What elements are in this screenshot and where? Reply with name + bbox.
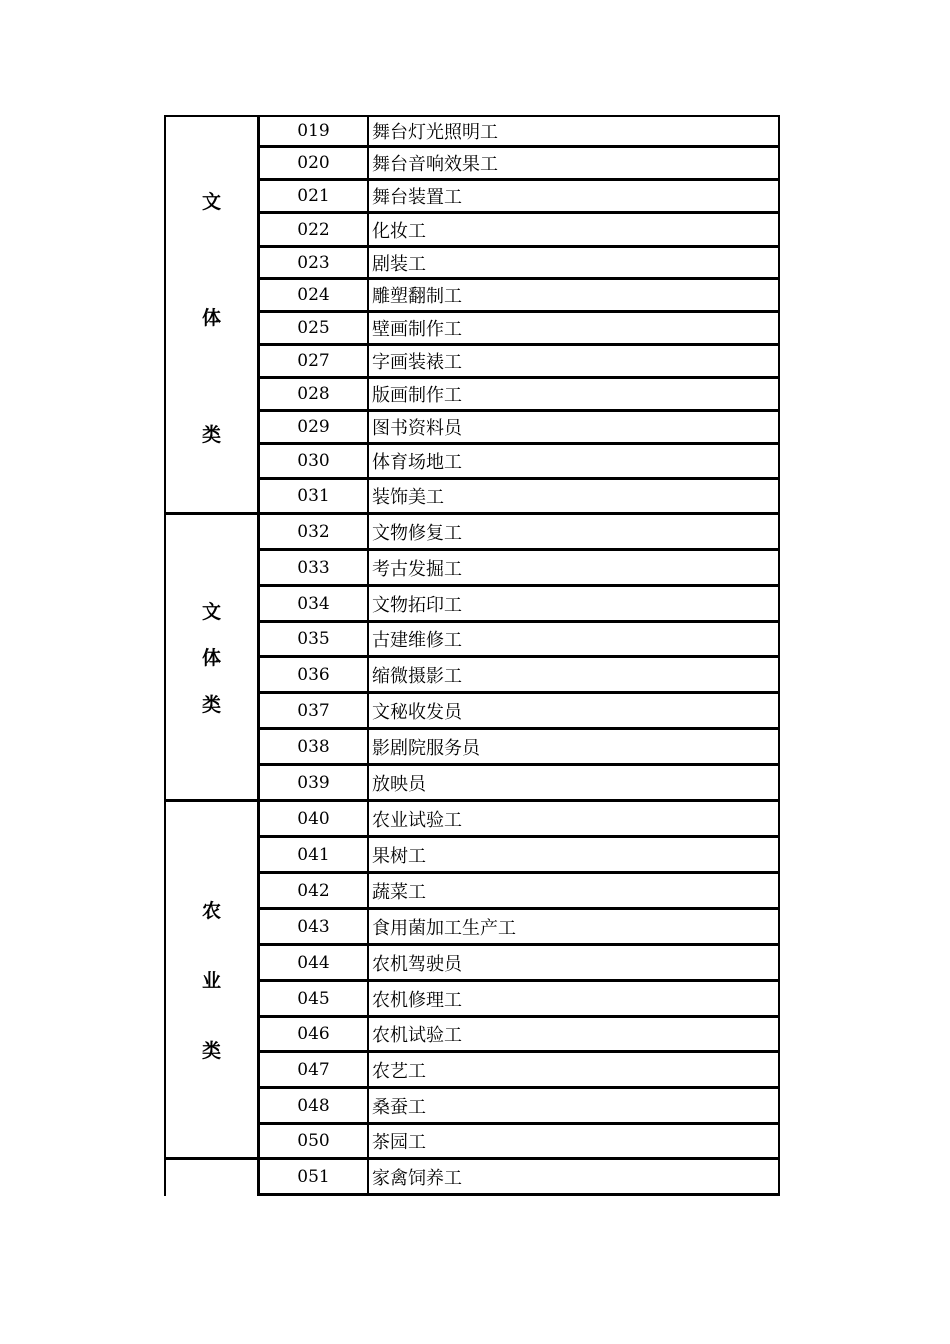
occupation-code: 020 — [260, 148, 369, 178]
occupation-code: 031 — [260, 480, 369, 512]
occupation-code: 036 — [260, 658, 369, 691]
occupation-name: 字画装裱工 — [372, 352, 462, 373]
occupation-code: 019 — [260, 117, 369, 145]
occupation-code: 030 — [260, 445, 369, 477]
occupation-name: 家禽饲养工 — [372, 1167, 462, 1189]
occupation-code: 034 — [260, 587, 369, 620]
table-row — [258, 214, 780, 248]
occupation-name: 茶园工 — [372, 1132, 426, 1153]
category-label-char: 体 — [201, 647, 221, 669]
occupation-code: 032 — [260, 515, 369, 548]
occupation-code: 047 — [260, 1053, 369, 1086]
occupation-code: 045 — [260, 982, 369, 1015]
occupation-code: 042 — [260, 874, 369, 907]
occupation-name: 壁画制作工 — [372, 319, 462, 340]
occupation-code: 043 — [260, 910, 369, 943]
occupation-name: 农机驾驶员 — [372, 953, 462, 975]
occupation-name: 农机修理工 — [372, 989, 462, 1011]
occupation-name: 农业试验工 — [372, 809, 462, 831]
occupation-name: 缩微摄影工 — [372, 665, 462, 687]
table-row — [258, 766, 780, 802]
category-cell — [164, 115, 259, 515]
table-row — [258, 982, 780, 1018]
table-row — [258, 658, 780, 694]
occupation-code: 035 — [260, 623, 369, 655]
occupation-code: 027 — [260, 346, 369, 376]
occupation-name: 桑蚕工 — [372, 1096, 426, 1118]
table-row — [258, 313, 780, 346]
category-label-char: 类 — [201, 694, 221, 716]
occupation-code: 048 — [260, 1089, 369, 1122]
table-row — [258, 910, 780, 946]
occupation-name: 装饰美工 — [372, 487, 444, 508]
occupation-code: 050 — [260, 1125, 369, 1157]
table-row — [258, 551, 780, 587]
category-cell — [164, 1160, 259, 1196]
table-row — [258, 730, 780, 766]
occupation-name: 化妆工 — [372, 220, 426, 242]
occupation-code: 021 — [260, 181, 369, 211]
occupation-name: 考古发掘工 — [372, 558, 462, 580]
occupation-name: 农机试验工 — [372, 1025, 462, 1046]
occupation-name: 剧装工 — [372, 253, 426, 275]
occupation-name: 文物拓印工 — [372, 594, 462, 616]
category-label-char: 农 — [201, 900, 221, 922]
table-row — [258, 515, 780, 551]
occupation-name: 舞台音响效果工 — [372, 154, 498, 175]
table-row — [258, 623, 780, 658]
table-row — [258, 148, 780, 181]
occupation-name: 体育场地工 — [372, 452, 462, 473]
occupation-code: 033 — [260, 551, 369, 584]
occupation-name: 古建维修工 — [372, 630, 462, 651]
table-row — [258, 694, 780, 730]
table-row — [258, 874, 780, 910]
occupation-name: 文秘收发员 — [372, 701, 462, 723]
table-row — [258, 480, 780, 515]
occupation-code: 039 — [260, 766, 369, 799]
category-label-char: 文 — [201, 191, 221, 213]
occupation-code: 046 — [260, 1018, 369, 1050]
occupation-name: 雕塑翻制工 — [372, 286, 462, 307]
category-label-char: 类 — [201, 424, 221, 446]
table-row — [258, 1018, 780, 1053]
table-row — [258, 280, 780, 313]
table-row — [258, 1160, 780, 1196]
table-row — [258, 587, 780, 623]
table-row — [258, 412, 780, 445]
occupation-name: 蔬菜工 — [372, 881, 426, 903]
table-row — [258, 248, 780, 280]
occupation-code: 023 — [260, 248, 369, 277]
occupation-name: 放映员 — [372, 773, 426, 795]
occupation-code: 044 — [260, 946, 369, 979]
table-row — [258, 1125, 780, 1160]
occupation-code: 041 — [260, 838, 369, 871]
table-row — [258, 346, 780, 379]
occupation-code: 040 — [260, 802, 369, 835]
table-row — [258, 802, 780, 838]
occupation-name: 舞台装置工 — [372, 187, 462, 208]
table-row — [258, 181, 780, 214]
table-row — [258, 838, 780, 874]
table-row — [258, 1089, 780, 1125]
occupation-code: 037 — [260, 694, 369, 727]
occupation-name: 果树工 — [372, 845, 426, 867]
occupation-code: 022 — [260, 214, 369, 245]
occupation-name: 图书资料员 — [372, 418, 462, 439]
occupation-name: 影剧院服务员 — [372, 737, 480, 759]
table-row — [258, 379, 780, 412]
category-label-char: 体 — [201, 307, 221, 329]
category-label-char: 文 — [201, 601, 221, 623]
occupation-name: 农艺工 — [372, 1060, 426, 1082]
table-row — [258, 445, 780, 480]
occupation-name: 食用菌加工生产工 — [372, 917, 516, 939]
occupation-code: 029 — [260, 412, 369, 442]
occupation-code: 024 — [260, 280, 369, 310]
category-cell — [164, 515, 259, 802]
table-row — [258, 946, 780, 982]
occupation-name: 文物修复工 — [372, 522, 462, 544]
occupation-name: 版画制作工 — [372, 385, 462, 406]
category-label-char: 业 — [201, 970, 221, 992]
table-row — [258, 1053, 780, 1089]
occupation-code: 025 — [260, 313, 369, 343]
category-label-char: 类 — [201, 1040, 221, 1062]
category-cell — [164, 802, 259, 1160]
table-row — [258, 115, 780, 148]
occupation-code: 028 — [260, 379, 369, 409]
occupation-name: 舞台灯光照明工 — [372, 122, 498, 143]
occupation-code: 051 — [260, 1160, 369, 1193]
occupation-code: 038 — [260, 730, 369, 763]
